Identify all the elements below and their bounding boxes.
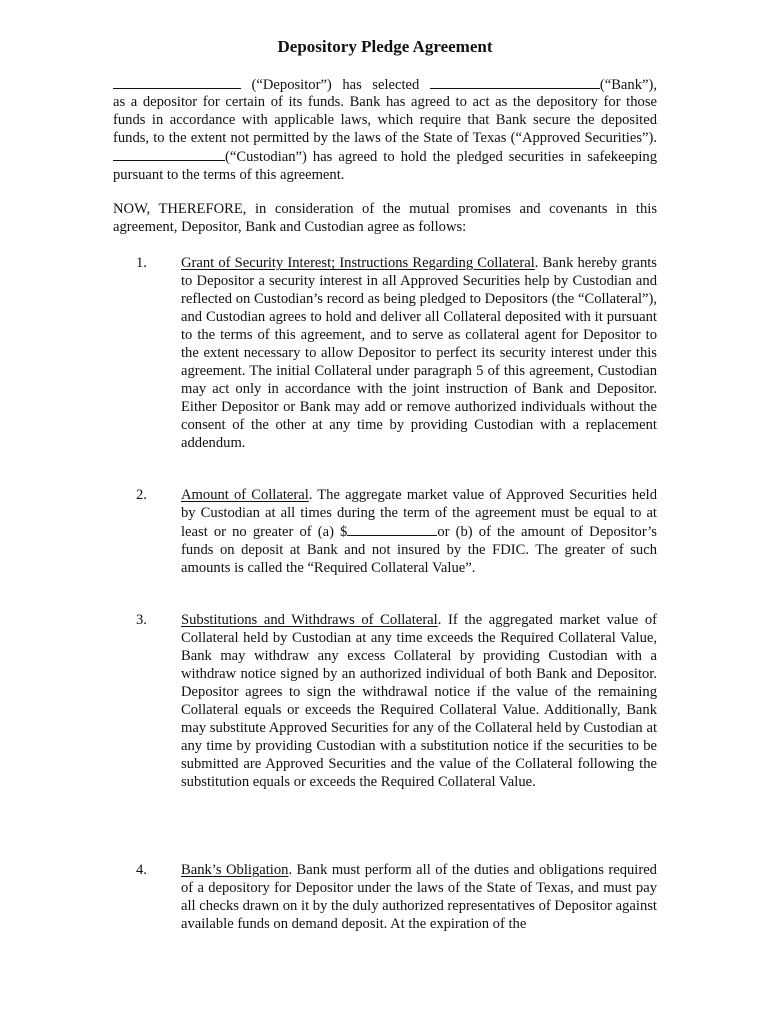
section-3-heading: Substitutions and Withdraws of Collateral [181,612,438,628]
collateral-amount-blank[interactable] [347,522,437,536]
section-2-body-b: or (b) of the amount of Depositor’s funds on deposit at Bank and not insured by the FDIC. The greater of such amounts is called the “Required Collateral Value”. [181,524,657,576]
section-1-body: . Bank hereby grants to Depositor a security interest in all Approved Securities help by Custodian and reflected on Custodian’s record as being pledged to Depositors (the “Collateral”), and Custodian agrees to hold and deliver all Collateral deposited with it pursuant to the terms of this agreement, and to serve as collateral agent for Depositor to the extent necessary to allow Depositor to perfect its security interest under this agreement. The initial Collateral under paragraph 5 of this agreement, Custodian may act only in accordance with the joint instruction of Bank and Depositor. Either Depositor or Bank may add or remove authorized individuals without the consent of the other at any time by providing Custodian with a replacement addendum. [181,255,657,451]
section-1-paragraph [181,254,657,452]
intro-paragraph [113,93,657,184]
intro-first-line [113,75,657,94]
now-therefore-paragraph: NOW, THEREFORE, in consideration of the mutual promises and covenants in this agreement, Depositor, Bank and Custodian agree as follows: [113,201,657,235]
section-3-body: . If the aggregated market value of Collateral held by Custodian at any time exceeds the Required Collateral Value, Bank may withdraw any excess Collateral by providing Custodian with a withdraw notice signed by an authorized individual of both Bank and Depositor. Depositor agrees to sign the withdrawal notice if the value of the remaining Collateral equals or exceeds the Required Collateral Value. Additionally, Bank may substitute Approved Securities for any of the Collateral held by Custodian at any time by providing Custodian with a substitution notice if the securities to be submitted are Approved Securities and the value of the Collateral following the substitution equals or exceeds the Required Collateral Value. [181,612,657,790]
section-2-body-a: . The aggregate market value of Approved Securities held by Custodian at all times during the term of the agreement must be equal to at least or no greater of (a) $ [181,487,657,540]
section-4-heading: Bank’s Obligation [181,862,289,878]
section-1-heading: Grant of Security Interest; Instructions Regarding Collateral [181,255,535,271]
section-2-paragraph [181,486,657,577]
depositor-tag: (“Depositor”) has selected [251,77,420,93]
custodian-tag: (“Custodian”) has agreed to hold the pledged securities in safekeeping pursuant to the terms of this agreement. [113,149,657,183]
section-3-paragraph [181,611,657,791]
depositor-name-blank[interactable] [113,75,241,89]
intro-text: as a depositor for certain of its funds. Bank has agreed to act as the depository for those funds in accordance with applicable laws, which require that Bank secure the deposited funds, to the extent not permitted by the laws of the State of Texas (“Approved Securities”). [113,94,657,146]
section-4-number: 4. [136,862,147,878]
custodian-name-blank[interactable] [113,147,225,161]
section-1-number: 1. [136,255,147,271]
section-2-heading: Amount of Collateral [181,487,309,503]
section-4-paragraph [181,861,657,933]
section-4-body: . Bank must perform all of the duties and obligations required of a depository for Depositor under the laws of the State of Texas, and must pay all checks drawn on it by the duly authorized representatives of Depositor against available funds on demand deposit. At the expiration of the [181,862,657,932]
bank-name-blank[interactable] [430,75,600,89]
section-2-number: 2. [136,487,147,503]
document-title: Depository Pledge Agreement [277,37,493,56]
bank-tag: (“Bank”), [599,77,657,93]
section-3-number: 3. [136,612,147,628]
